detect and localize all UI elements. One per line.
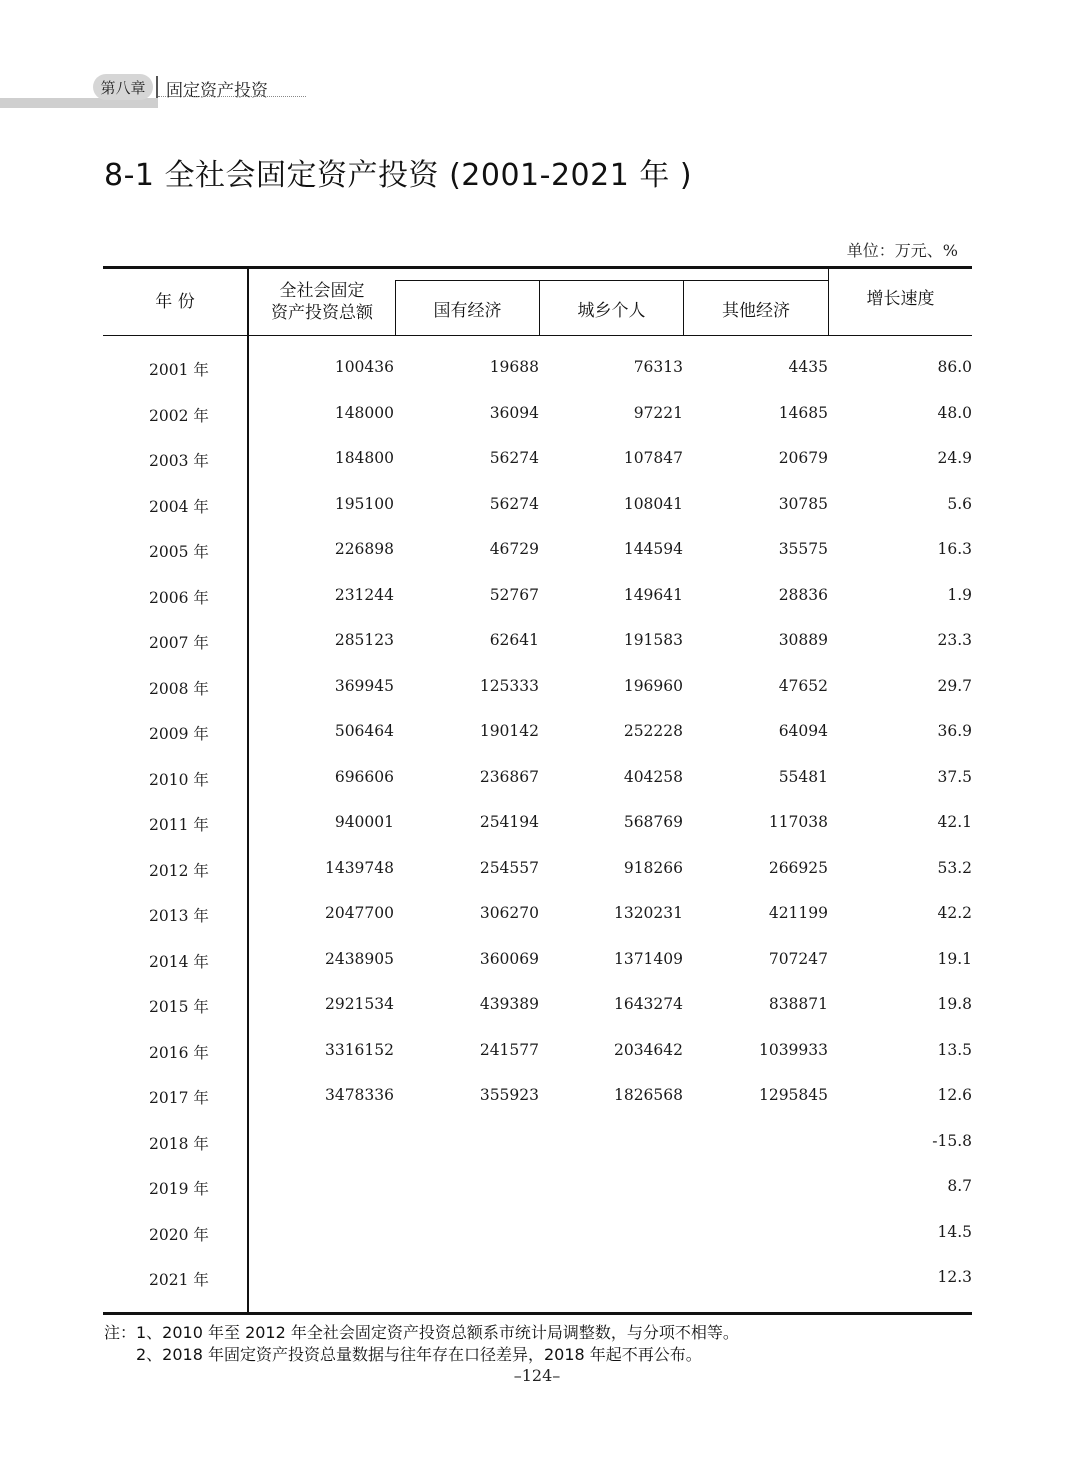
cell-growth: 24.9 — [937, 449, 972, 467]
cell-growth: 14.5 — [937, 1222, 972, 1241]
chapter-badge: 第八章 — [93, 74, 153, 100]
header-total — [249, 272, 395, 332]
cell-other: 47652 — [778, 676, 828, 695]
cell-state: 56274 — [489, 449, 539, 467]
table-row — [103, 890, 972, 936]
cell-year: 2011 年 — [149, 816, 209, 834]
cell-other: 35575 — [778, 540, 828, 558]
cell-urban: 1826568 — [613, 1086, 683, 1104]
cell-total: 2438905 — [324, 949, 394, 968]
cell-total: 940001 — [334, 813, 394, 831]
cell-total: 2921534 — [324, 995, 394, 1013]
header-total-line2: 资产投资总额 — [271, 303, 373, 323]
cell-year: 2020 年 — [149, 1225, 209, 1244]
cell-growth: 12.6 — [937, 1086, 972, 1104]
cell-year: 2013 年 — [149, 907, 209, 925]
table-row — [103, 1072, 972, 1118]
cell-state: 36094 — [489, 403, 539, 422]
cell-year: 2018 年 — [149, 1134, 209, 1153]
cell-growth: 16.3 — [937, 540, 972, 558]
cell-growth: 42.2 — [937, 904, 972, 922]
cell-urban: 196960 — [623, 676, 683, 695]
cell-other: 421199 — [768, 904, 828, 922]
cell-urban: 1643274 — [613, 995, 683, 1013]
cell-total: 285123 — [334, 631, 394, 649]
cell-urban: 2034642 — [613, 1040, 683, 1059]
cell-year: 2001 年 — [149, 361, 209, 379]
cell-total: 184800 — [334, 449, 394, 467]
table-body — [103, 344, 972, 1300]
cell-year: 2004 年 — [149, 497, 209, 516]
cell-other: 1295845 — [758, 1086, 828, 1104]
header-bottom-rule — [103, 335, 972, 336]
cell-total: 3478336 — [324, 1086, 394, 1104]
cell-growth: 37.5 — [937, 767, 972, 786]
cell-total: 148000 — [334, 403, 394, 422]
cell-urban: 1320231 — [613, 904, 683, 922]
cell-state: 254194 — [479, 813, 539, 831]
cell-other: 707247 — [768, 949, 828, 968]
cell-growth: -15.8 — [932, 1131, 972, 1150]
header-separator — [156, 76, 158, 98]
table-row — [103, 572, 972, 618]
cell-state: 190142 — [479, 722, 539, 740]
cell-urban: 191583 — [623, 631, 683, 649]
cell-growth: 23.3 — [937, 631, 972, 649]
cell-year: 2009 年 — [149, 725, 209, 743]
header-urban-rural: 城乡个人 — [539, 280, 684, 335]
cell-year: 2012 年 — [149, 861, 209, 880]
cell-total: 3316152 — [324, 1040, 394, 1059]
cell-year: 2007 年 — [149, 634, 209, 652]
cell-urban: 1371409 — [613, 949, 683, 968]
table-row — [103, 344, 972, 390]
cell-growth: 53.2 — [937, 858, 972, 877]
cell-total: 100436 — [334, 358, 394, 376]
cell-growth: 19.1 — [937, 949, 972, 968]
table-row — [103, 663, 972, 709]
header-dotted-rule — [158, 96, 306, 97]
cell-other: 20679 — [778, 449, 828, 467]
cell-year: 2021 年 — [149, 1271, 209, 1289]
cell-urban: 149641 — [623, 585, 683, 604]
cell-other: 266925 — [768, 858, 828, 877]
table-row — [103, 1118, 972, 1164]
cell-urban: 97221 — [633, 403, 683, 422]
table-row — [103, 799, 972, 845]
unit-label: 单位：万元、% — [846, 241, 958, 260]
cell-urban: 404258 — [623, 767, 683, 786]
cell-year: 2010 年 — [149, 770, 209, 789]
cell-year: 2017 年 — [149, 1089, 209, 1107]
cell-growth: 19.8 — [937, 995, 972, 1013]
table-row — [103, 1254, 972, 1300]
table-row — [103, 708, 972, 754]
cell-growth: 5.6 — [947, 494, 972, 513]
cell-other: 55481 — [778, 767, 828, 786]
table-row — [103, 617, 972, 663]
header-other: 其他经济 — [683, 280, 829, 335]
cell-state: 56274 — [489, 494, 539, 513]
table-row — [103, 754, 972, 800]
cell-urban: 76313 — [633, 358, 683, 376]
cell-state: 46729 — [489, 540, 539, 558]
cell-state: 241577 — [479, 1040, 539, 1059]
cell-year: 2006 年 — [149, 588, 209, 607]
cell-state: 52767 — [489, 585, 539, 604]
table-row — [103, 1163, 972, 1209]
cell-other: 1039933 — [758, 1040, 828, 1059]
cell-growth: 86.0 — [937, 358, 972, 376]
cell-urban: 107847 — [623, 449, 683, 467]
table-row — [103, 526, 972, 572]
cell-total: 195100 — [334, 494, 394, 513]
cell-total: 2047700 — [324, 904, 394, 922]
header-state: 国有经济 — [395, 280, 540, 335]
header-total-line1: 全社会固定 — [279, 281, 365, 301]
cell-other: 28836 — [778, 585, 828, 604]
cell-growth: 12.3 — [937, 1268, 972, 1286]
cell-total: 231244 — [334, 585, 394, 604]
cell-growth: 29.7 — [937, 676, 972, 695]
cell-urban: 108041 — [623, 494, 683, 513]
cell-total: 226898 — [334, 540, 394, 558]
header-year: 年 份 — [155, 292, 195, 312]
cell-urban: 568769 — [623, 813, 683, 831]
cell-growth: 1.9 — [947, 585, 972, 604]
cell-other: 117038 — [768, 813, 828, 831]
table-row — [103, 435, 972, 481]
cell-state: 236867 — [479, 767, 539, 786]
cell-growth: 13.5 — [937, 1040, 972, 1059]
table-row — [103, 981, 972, 1027]
cell-year: 2008 年 — [149, 679, 209, 698]
cell-urban: 144594 — [623, 540, 683, 558]
table-title: 8-1 全社会固定资产投资 (2001-2021 年 ) — [104, 158, 693, 193]
cell-state: 306270 — [479, 904, 539, 922]
note-1: 注：1、2010 年至 2012 年全社会固定资产投资总额系市统计局调整数，与分项不相等。 — [104, 1323, 739, 1342]
cell-other: 30889 — [778, 631, 828, 649]
cell-state: 355923 — [479, 1086, 539, 1104]
cell-state: 254557 — [479, 858, 539, 877]
cell-other: 4435 — [788, 358, 828, 376]
cell-other: 14685 — [778, 403, 828, 422]
cell-total: 369945 — [334, 676, 394, 695]
cell-year: 2014 年 — [149, 952, 209, 971]
table-row — [103, 936, 972, 982]
note-2: 2、2018 年固定资产投资总量数据与往年存在口径差异，2018 年起不再公布。 — [136, 1345, 702, 1364]
cell-total: 1439748 — [324, 858, 394, 877]
cell-year: 2019 年 — [149, 1180, 209, 1198]
cell-year: 2016 年 — [149, 1043, 209, 1062]
cell-year: 2015 年 — [149, 998, 209, 1016]
table-row — [103, 1027, 972, 1073]
cell-state: 62641 — [489, 631, 539, 649]
cell-total: 696606 — [334, 767, 394, 786]
cell-year: 2005 年 — [149, 543, 209, 561]
cell-other: 64094 — [778, 722, 828, 740]
cell-state: 19688 — [489, 358, 539, 376]
cell-urban: 918266 — [623, 858, 683, 877]
table-row — [103, 1209, 972, 1255]
cell-state: 125333 — [479, 676, 539, 695]
table-row — [103, 481, 972, 527]
cell-other: 30785 — [778, 494, 828, 513]
cell-growth: 48.0 — [937, 403, 972, 422]
cell-other: 838871 — [768, 995, 828, 1013]
cell-state: 439389 — [479, 995, 539, 1013]
cell-growth: 8.7 — [947, 1177, 972, 1195]
page-number: –124– — [513, 1366, 561, 1385]
table-bottom-rule — [103, 1312, 972, 1315]
cell-year: 2003 年 — [149, 452, 209, 470]
section-title: 固定资产投资 — [166, 81, 268, 101]
cell-urban: 252228 — [623, 722, 683, 740]
cell-state: 360069 — [479, 949, 539, 968]
cell-growth: 36.9 — [937, 722, 972, 740]
table-row — [103, 845, 972, 891]
table-row — [103, 390, 972, 436]
cell-growth: 42.1 — [937, 813, 972, 831]
cell-year: 2002 年 — [149, 406, 209, 425]
header-growth: 增长速度 — [866, 289, 935, 309]
cell-total: 506464 — [334, 722, 394, 740]
